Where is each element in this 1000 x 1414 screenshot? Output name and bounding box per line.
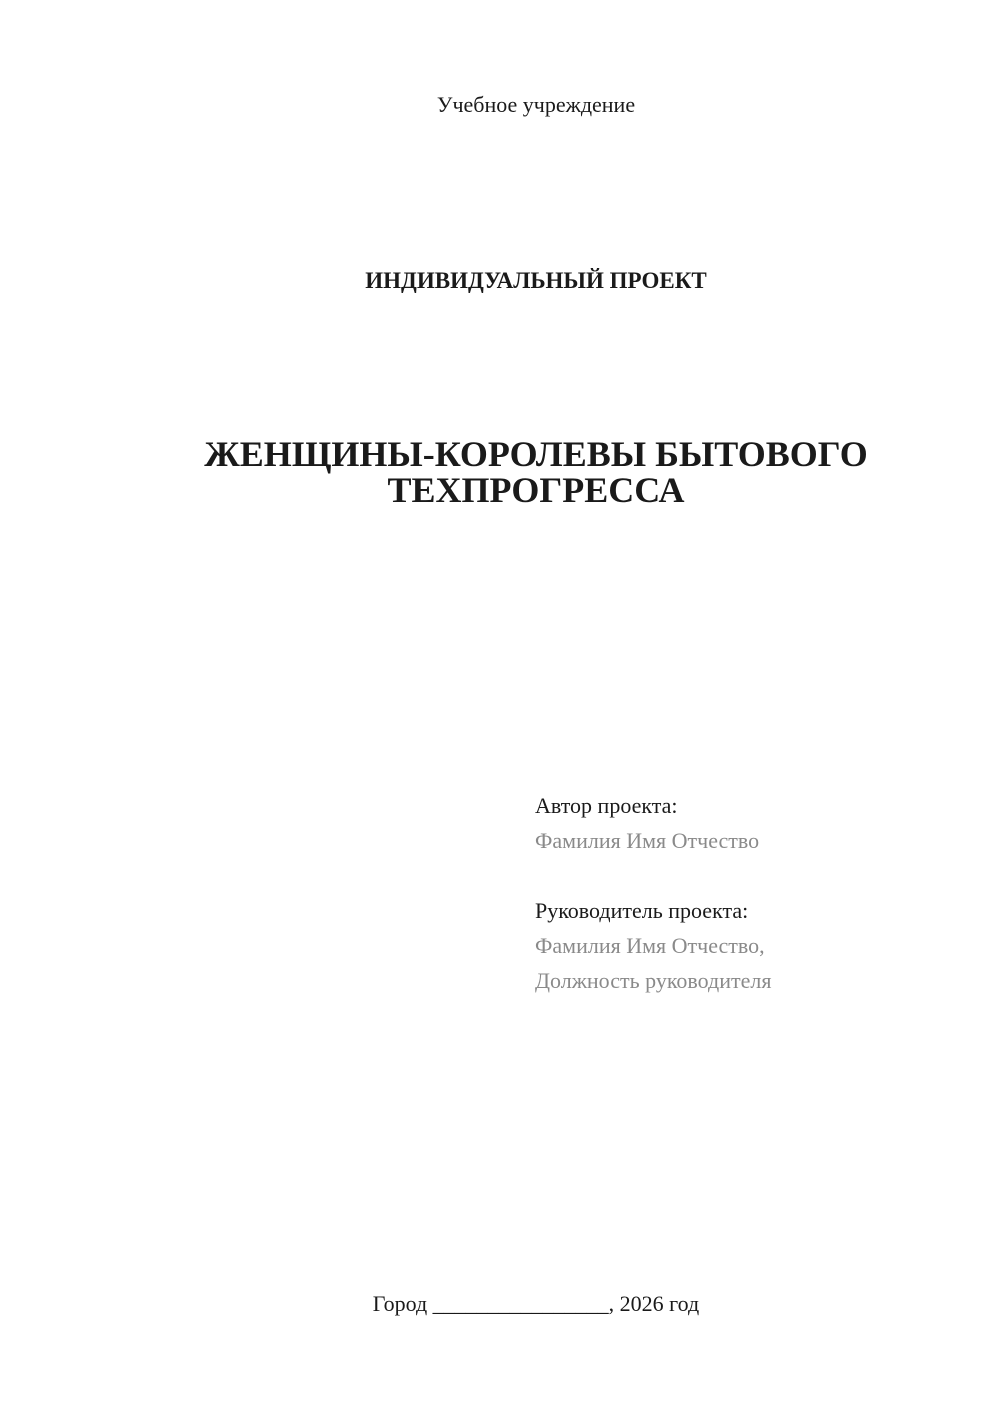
project-title: [0, 436, 1000, 508]
supervisor-position: Должность руководителя: [535, 968, 772, 993]
supervisor-name: Фамилия Имя Отчество,: [535, 933, 765, 958]
supervisor-label: Руководитель проекта:: [535, 898, 749, 923]
project-title-line-1: ЖЕНЩИНЫ-КОРОЛЕВЫ БЫТОВОГО: [204, 434, 868, 474]
author-name: Фамилия Имя Отчество: [535, 828, 760, 853]
city-year-footer: Город ________________, 2026 год: [372, 1291, 700, 1316]
author-label: Автор проекта:: [535, 793, 678, 818]
institution-name: Учебное учреждение: [436, 92, 636, 117]
project-title-line-2: ТЕХПРОГРЕССА: [387, 470, 685, 510]
credits-block: [535, 788, 771, 998]
credits-spacer: [535, 858, 771, 893]
project-type-heading: ИНДИВИДУАЛЬНЫЙ ПРОЕКТ: [365, 268, 707, 293]
